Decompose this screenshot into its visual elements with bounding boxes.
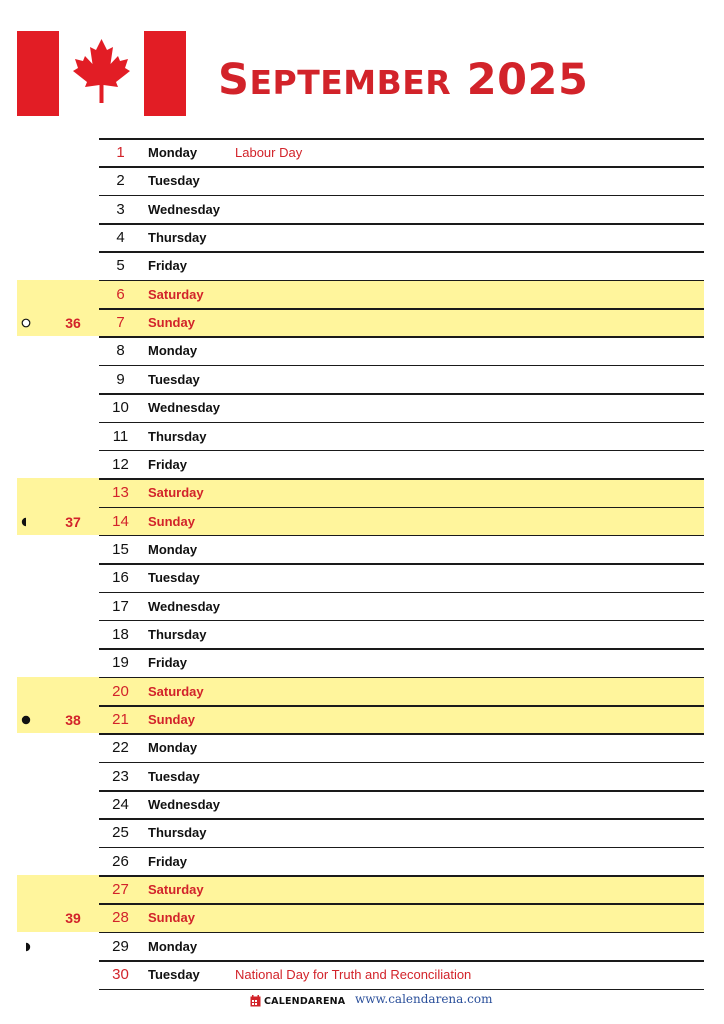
brand-logo[interactable]	[250, 993, 345, 1009]
weekday-label: Monday	[148, 541, 198, 557]
day-row	[99, 280, 704, 308]
week-number: 36	[65, 315, 81, 332]
day-number: 25	[112, 824, 129, 842]
day-row	[99, 393, 704, 421]
day-row	[99, 903, 704, 931]
day-number: 2	[116, 172, 125, 190]
day-row	[99, 195, 704, 223]
day-number: 30	[112, 966, 129, 984]
day-row	[99, 818, 704, 846]
day-row	[99, 478, 704, 506]
day-number: 8	[116, 342, 125, 360]
day-row	[99, 563, 704, 591]
last-quarter-icon	[21, 517, 31, 527]
row-divider	[99, 648, 704, 650]
day-number: 1	[116, 144, 125, 161]
weekday-label: Sunday	[148, 910, 195, 926]
day-number: 12	[112, 455, 129, 473]
week-number: 38	[65, 712, 81, 728]
day-number: 3	[116, 200, 125, 218]
week-number: 39	[65, 910, 81, 927]
day-row	[99, 535, 704, 563]
weekday-label: Tuesday	[148, 967, 200, 983]
day-number: 21	[112, 711, 129, 728]
weekday-label: Wednesday	[148, 400, 221, 416]
day-number: 9	[116, 370, 125, 388]
day-row	[99, 733, 704, 761]
weekday-label: Wednesday	[148, 797, 221, 813]
weekday-label: Monday	[148, 740, 198, 756]
weekday-label: Saturday	[148, 882, 204, 898]
day-row	[99, 847, 704, 875]
new-moon-icon	[21, 715, 31, 725]
day-number: 6	[116, 285, 125, 303]
day-row	[99, 677, 704, 705]
day-row	[99, 705, 704, 733]
day-row	[99, 762, 704, 790]
row-divider	[99, 847, 704, 849]
day-number: 18	[112, 625, 129, 643]
weekday-label: Sunday	[148, 513, 195, 529]
weekday-label: Tuesday	[148, 768, 200, 784]
weekday-label: Tuesday	[148, 173, 200, 189]
day-number: 17	[112, 597, 129, 615]
day-row	[99, 960, 704, 988]
day-number: 5	[116, 257, 125, 275]
day-number: 14	[112, 512, 129, 530]
day-row	[99, 166, 704, 194]
day-number: 10	[112, 399, 129, 417]
weekday-label: Saturday	[148, 683, 204, 699]
weekday-label: Tuesday	[148, 371, 200, 387]
website-link[interactable]: www.calendarena.com	[355, 992, 493, 1006]
day-number: 7	[116, 314, 125, 332]
day-row	[99, 336, 704, 364]
day-row	[99, 507, 704, 535]
row-divider	[99, 989, 704, 991]
weekday-label: Sunday	[148, 712, 195, 727]
day-number: 11	[112, 427, 129, 445]
weekday-label: Thursday	[148, 825, 207, 841]
day-number: 24	[112, 796, 129, 814]
week-number: 37	[65, 513, 81, 530]
day-number: 19	[112, 654, 129, 672]
weekday-label: Monday	[148, 938, 198, 954]
weekday-label: Friday	[148, 655, 188, 671]
weekday-label: Monday	[148, 145, 198, 160]
day-row	[99, 308, 704, 336]
weekday-label: Saturday	[148, 286, 204, 302]
weekday-label: Saturday	[148, 485, 204, 501]
day-row	[99, 138, 704, 166]
day-number: 15	[112, 540, 129, 558]
holiday-label: Labour Day	[235, 145, 303, 160]
day-number: 29	[112, 937, 129, 955]
day-row	[99, 620, 704, 648]
day-row	[99, 251, 704, 279]
day-row	[99, 365, 704, 393]
day-row	[99, 450, 704, 478]
weekday-label: Friday	[148, 456, 188, 472]
day-number: 22	[112, 739, 129, 757]
weekday-label: Tuesday	[148, 570, 200, 586]
day-row	[99, 592, 704, 620]
day-row	[99, 422, 704, 450]
day-row	[99, 875, 704, 903]
calendar-icon	[250, 995, 261, 1007]
day-number: 23	[112, 767, 129, 785]
day-row	[99, 790, 704, 818]
weekday-label: Thursday	[148, 626, 207, 642]
day-row	[99, 932, 704, 960]
footer	[0, 991, 724, 1011]
day-row	[99, 223, 704, 251]
weekday-label: Friday	[148, 258, 188, 274]
day-number: 16	[112, 569, 129, 587]
brand-name: CALENDARENA	[264, 995, 346, 1007]
first-quarter-icon	[21, 942, 31, 952]
day-number: 4	[116, 229, 125, 247]
row-divider	[99, 450, 704, 452]
day-number: 28	[112, 909, 129, 927]
holiday-label: National Day for Truth and Reconciliation	[235, 967, 472, 983]
day-row	[99, 648, 704, 676]
day-number: 20	[112, 682, 129, 700]
day-number: 26	[112, 852, 129, 870]
weekday-label: Wednesday	[148, 201, 221, 217]
full-moon-icon	[21, 318, 31, 328]
weekday-label: Thursday	[148, 230, 207, 246]
page-title: SEPTEMBER 2025	[218, 55, 589, 105]
row-divider	[99, 251, 704, 253]
weekday-label: Thursday	[148, 428, 207, 444]
day-number: 27	[112, 881, 129, 899]
weekday-label: Monday	[148, 343, 198, 359]
day-number: 13	[112, 484, 129, 502]
weekday-label: Sunday	[148, 315, 195, 331]
weekday-label: Wednesday	[148, 598, 221, 614]
weekday-label: Friday	[148, 853, 188, 869]
